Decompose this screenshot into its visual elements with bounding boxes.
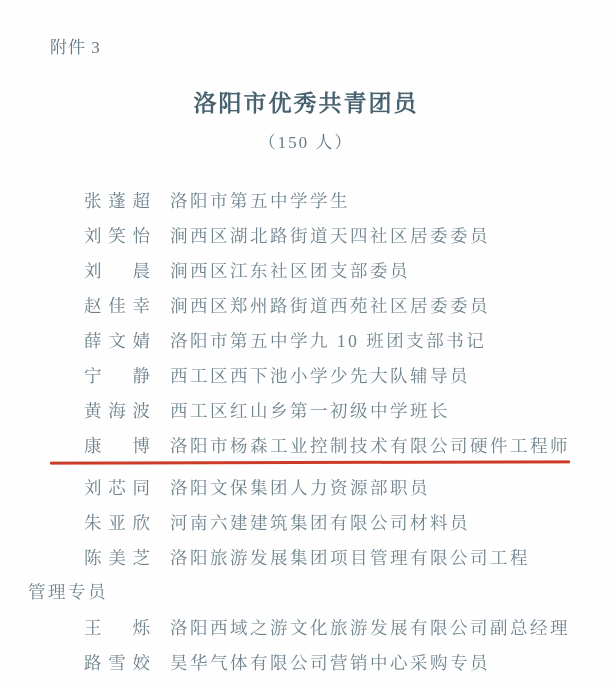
list-item [84,470,584,505]
list-item [84,645,584,680]
member-occupation: 洛阳文保集团人力资源部职员 [170,478,430,498]
member-occupation: 洛阳市第五中学九 10 班团支部书记 [170,331,487,351]
list-item [84,428,584,463]
member-occupation: 涧西区湖北路街道天四社区居委委员 [170,226,490,246]
member-name: 康博 [84,436,150,456]
member-occupation: 河南六建建筑集团有限公司材料员 [170,513,470,533]
member-name: 黄海波 [84,401,150,421]
attachment-label: 附件 3 [50,38,101,57]
member-name: 路雪姣 [84,653,150,673]
member-occupation: 西工区红山乡第一初级中学班长 [170,401,450,421]
list-item [84,358,584,393]
member-occupation-continued: 管理专员 [28,582,108,602]
member-name: 薛文婧 [84,331,150,351]
member-occupation: 涧西区郑州路街道西苑社区居委委员 [170,296,490,316]
member-list [28,183,584,680]
list-item [84,393,584,428]
member-count: （150 人） [258,133,354,152]
member-name: 宁静 [84,366,150,386]
list-item [84,218,584,253]
list-item [84,183,584,218]
member-name: 刘晨 [84,261,150,281]
list-item [84,253,584,288]
member-occupation: 洛阳西域之游文化旅游发展有限公司副总经理 [170,618,570,638]
member-occupation: 洛阳市杨森工业控制技术有限公司硬件工程师 [170,436,570,456]
member-name: 朱亚欣 [84,513,150,533]
list-item [84,323,584,358]
member-name: 陈美芝 [84,548,150,568]
list-item [84,540,584,575]
member-name: 张蓬超 [84,191,150,211]
member-name: 王烁 [84,618,150,638]
member-name: 赵佳幸 [84,296,150,316]
page-title: 洛阳市优秀共青团员 [193,91,419,116]
member-name: 刘笑怡 [84,226,150,246]
member-occupation: 西工区西下池小学少先大队辅导员 [170,366,470,386]
member-occupation: 洛阳旅游发展集团项目管理有限公司工程 [170,548,530,568]
red-underline [50,460,570,464]
member-occupation: 涧西区江东社区团支部委员 [170,261,410,281]
list-item [84,505,584,540]
member-occupation: 昊华气体有限公司营销中心采购专员 [170,653,490,673]
member-occupation: 洛阳市第五中学学生 [170,191,350,211]
list-item [84,288,584,323]
member-name: 刘芯同 [84,478,150,498]
list-item [84,610,584,645]
